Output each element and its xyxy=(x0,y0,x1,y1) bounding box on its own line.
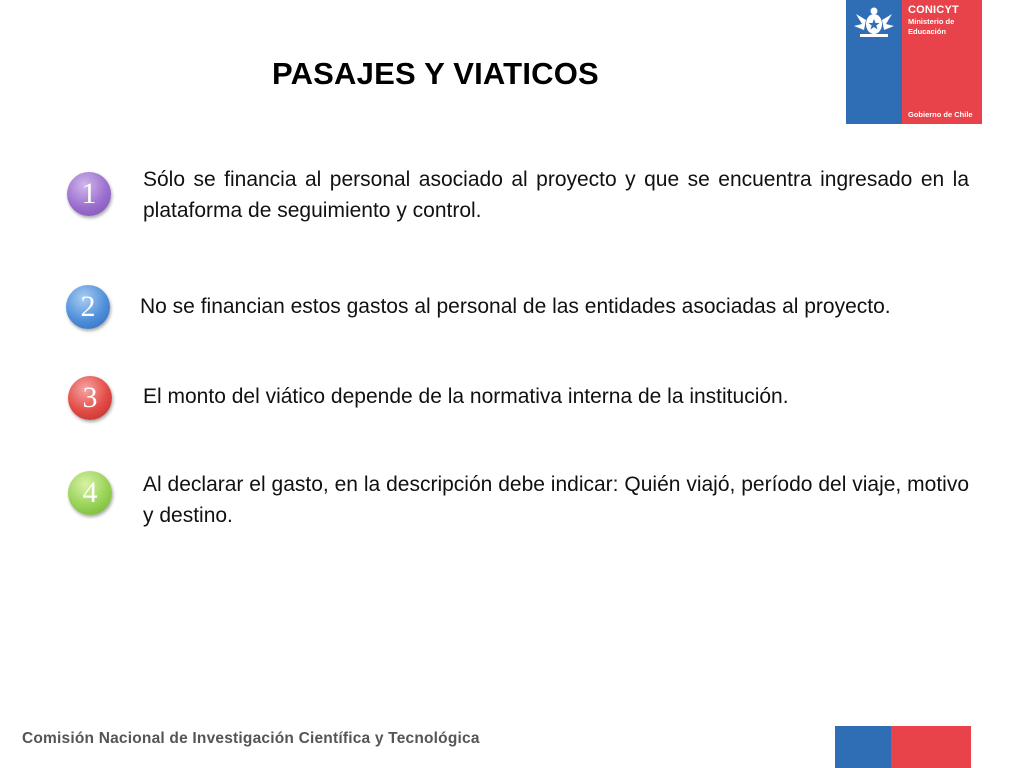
footer-flag-bar xyxy=(835,726,971,768)
coat-of-arms-icon xyxy=(852,6,896,124)
footer-flag-blue xyxy=(835,726,891,768)
logo-blue-panel xyxy=(846,0,902,124)
item-text-3: El monto del viático depende de la normativa interna de la institución. xyxy=(143,385,789,408)
footer-flag-red xyxy=(891,726,971,768)
conicyt-logo xyxy=(846,0,982,124)
item-text-1: Sólo se financia al personal asociado al proyecto y que se encuentra ingresado en la plataforma de seguimiento y control. xyxy=(143,168,969,222)
item-text-2: No se financian estos gastos al personal de las entidades asociadas al proyecto. xyxy=(140,295,891,318)
logo-ministry-line1: Ministerio de xyxy=(908,17,955,26)
logo-red-panel xyxy=(902,0,982,124)
slide-title: PASAJES Y VIATICOS xyxy=(272,56,599,91)
item-text-4: Al declarar el gasto, en la descripción debe indicar: Quién viajó, período del viaje, motivo y destino. xyxy=(143,473,969,527)
number-badge-1: 1 xyxy=(67,172,111,216)
logo-government: Gobierno de Chile xyxy=(908,110,973,119)
footer-organization: Comisión Nacional de Investigación Científica y Tecnológica xyxy=(22,730,480,747)
number-badge-3: 3 xyxy=(68,376,112,420)
logo-ministry-line2: Educación xyxy=(908,27,946,36)
number-badge-2: 2 xyxy=(66,285,110,329)
logo-brand: CONICYT xyxy=(908,4,959,16)
number-badge-4: 4 xyxy=(68,471,112,515)
